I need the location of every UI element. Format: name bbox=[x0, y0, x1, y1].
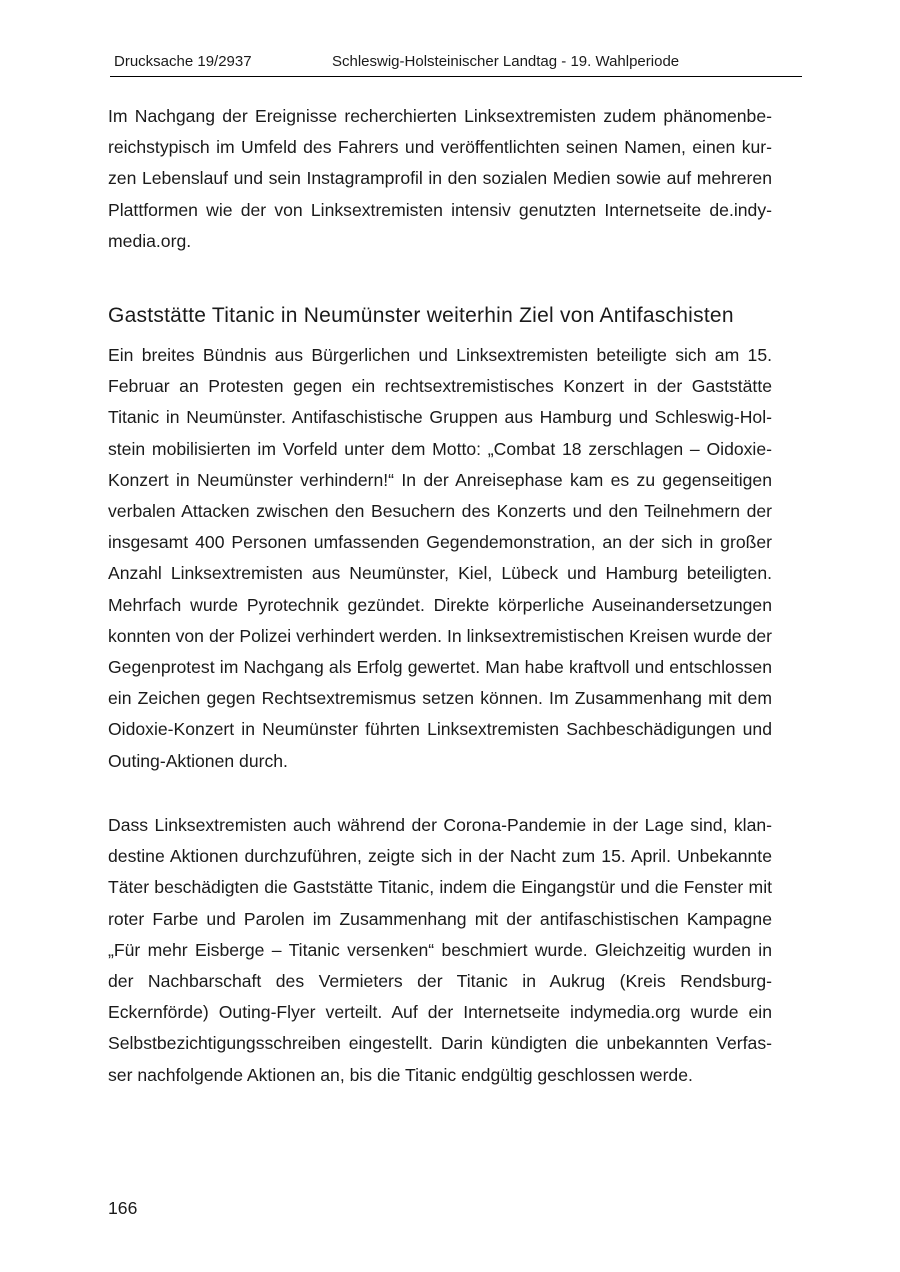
paragraph-1: Im Nachgang der Ereignisse recherchierten Linksextremisten zudem phänomenbereichstypisch im Umfeld des Fahrers und veröffentlichten seinen Namen, einen kurzen Lebenslauf und sein Instagramprofil in den sozialen Medien sowie auf mehreren Plattformen wie der von Linksextremisten intensiv genutzten Internetseite de.indymedia.org. bbox=[108, 106, 772, 251]
page-number: 166 bbox=[108, 1198, 138, 1218]
page-header bbox=[110, 52, 802, 77]
document-number: Drucksache 19/2937 bbox=[114, 53, 252, 70]
paragraph-2: Ein breites Bündnis aus Bürgerlichen und Linksextremisten beteiligte sich am 15. Februar an Protesten gegen ein rechtsextremistisches Konzert in der Gaststätte Titanic in Neumünster. Antifaschistische Gruppen aus Hamburg und Schleswig-Holstein mobilisierten im Vorfeld unter dem Motto: „Combat 18 zerschlagen – Oidoxie-Konzert in Neumünster verhindern!“ In der Anreisephase kam es zu gegenseitigen verbalen Attacken zwischen den Besuchern des Konzerts und den Teilnehmern der insgesamt 400 Personen umfassenden Gegendemonstration, an der sich in großer Anzahl Linksextremisten aus Neumünster, Kiel, Lübeck und Hamburg beteiligten. Mehrfach wurde Pyrotechnik gezündet. Direkte körperliche Auseinandersetzungen konnten von der Polizei verhindert werden. In linksextremistischen Kreisen wurde der Gegenprotest im Nachgang als Erfolg gewertet. Man habe kraftvoll und entschlossen ein Zeichen gegen Rechtsextremismus setzen können. Im Zusammenhang mit dem Oidoxie-Konzert in Neumünster führten Linksextremisten Sachbeschädigungen und Outing-Aktionen durch. bbox=[108, 345, 772, 771]
header-organization: Schleswig-Holsteinischer Landtag - 19. Wahlperiode bbox=[332, 53, 680, 70]
paragraph-3: Dass Linksextremisten auch während der Corona-Pandemie in der Lage sind, klandestine Aktionen durchzuführen, zeigte sich in der Nacht zum 15. April. Unbekannte Täter beschädigten die Gaststätte Titanic, indem die Eingangstür und die Fenster mit roter Farbe und Parolen im Zusammenhang mit der antifaschistischen Kampagne „Für mehr Eisberge – Titanic versenken“ beschmiert wurde. Gleichzeitig wurden in der Nachbarschaft des Vermieters der Titanic in Aukrug (Kreis Rendsburg-Eckernförde) Outing-Flyer verteilt. Auf der Internetseite indymedia.org wurde ein Selbstbezichtigungsschreiben eingestellt. Darin kündigten die unbekannten Verfasser nachfolgende Aktionen an, bis die Titanic endgültig geschlossen werde. bbox=[108, 815, 772, 1085]
section-heading: Gaststätte Titanic in Neumünster weiterhin Ziel von Antifaschisten bbox=[108, 304, 734, 327]
